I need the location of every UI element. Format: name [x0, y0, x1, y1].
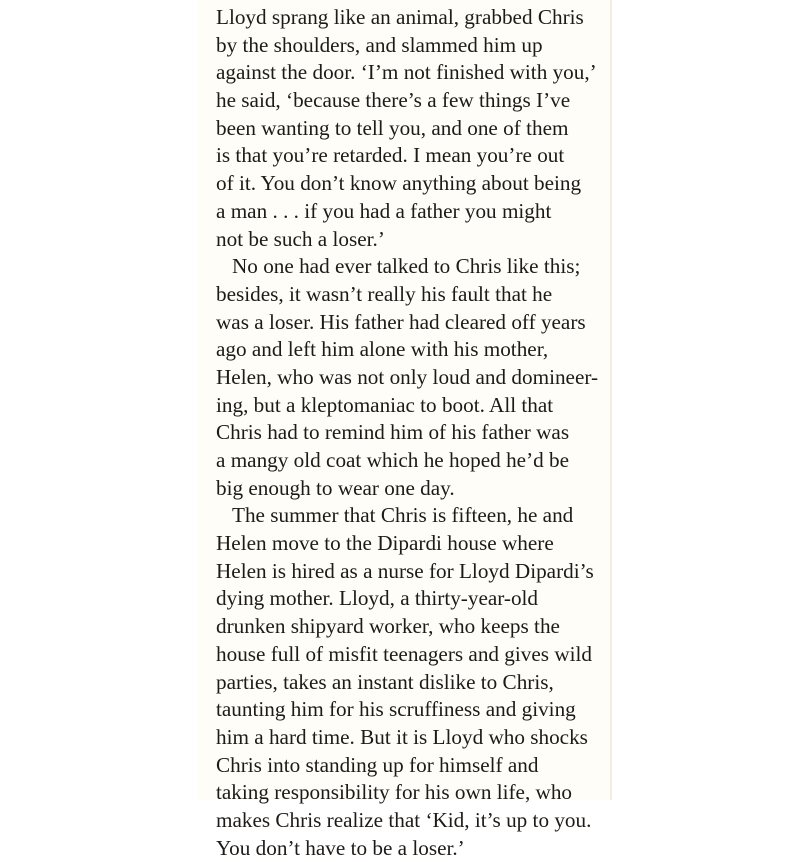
text-line: taking responsibility for his own life, who — [216, 780, 573, 805]
text-line: dying mother. Lloyd, a thirty-year-old — [216, 586, 539, 611]
text-line: is that you’re retarded. I mean you’re out — [216, 143, 565, 168]
text-line: house full of misfit teenagers and gives wild — [216, 641, 592, 666]
text-line: parties, takes an instant dislike to Chris, — [216, 669, 554, 694]
text-line: Chris into standing up for himself and — [216, 752, 539, 777]
text-line: ing, but a kleptomaniac to boot. All that — [216, 392, 554, 417]
text-line: Helen is hired as a nurse for Lloyd Dipardi’s — [216, 558, 594, 583]
text-line: Helen move to the Dipardi house where — [216, 531, 554, 556]
text-line: You don’t have to be a loser.’ — [216, 835, 465, 860]
text-line: was a loser. His father had cleared off years — [216, 309, 586, 334]
text-line: him a hard time. But it is Lloyd who shocks — [216, 724, 588, 749]
text-line: drunken shipyard worker, who keeps the — [216, 614, 560, 639]
text-line: makes Chris realize that ‘Kid, it’s up to you. — [216, 807, 592, 832]
text-line: besides, it wasn’t really his fault that he — [216, 281, 553, 306]
text-line: No one had ever talked to Chris like this; — [232, 254, 581, 279]
text-line: by the shoulders, and slammed him up — [216, 32, 543, 57]
text-line: a man . . . if you had a father you might — [216, 198, 552, 223]
text-line: Lloyd sprang like an animal, grabbed Chris — [216, 5, 584, 29]
text-line: not be such a loser.’ — [216, 226, 385, 251]
text-line: Helen, who was not only loud and domineer- — [216, 364, 599, 389]
body-text — [216, 4, 616, 862]
text-line: against the door. ‘I’m not finished with you,’ — [216, 60, 597, 85]
text-line: of it. You don’t know anything about being — [216, 171, 582, 196]
text-line: been wanting to tell you, and one of them — [216, 115, 569, 140]
text-line: The summer that Chris is fifteen, he and — [232, 503, 574, 528]
text-line: big enough to wear one day. — [216, 475, 455, 500]
text-line: he said, ‘because there’s a few things I’ve — [216, 88, 571, 113]
text-line: taunting him for his scruffiness and giving — [216, 697, 576, 722]
text-line: Chris had to remind him of his father was — [216, 420, 570, 445]
text-line: a mangy old coat which he hoped he’d be — [216, 448, 570, 472]
text-line: ago and left him alone with his mother, — [216, 337, 549, 362]
